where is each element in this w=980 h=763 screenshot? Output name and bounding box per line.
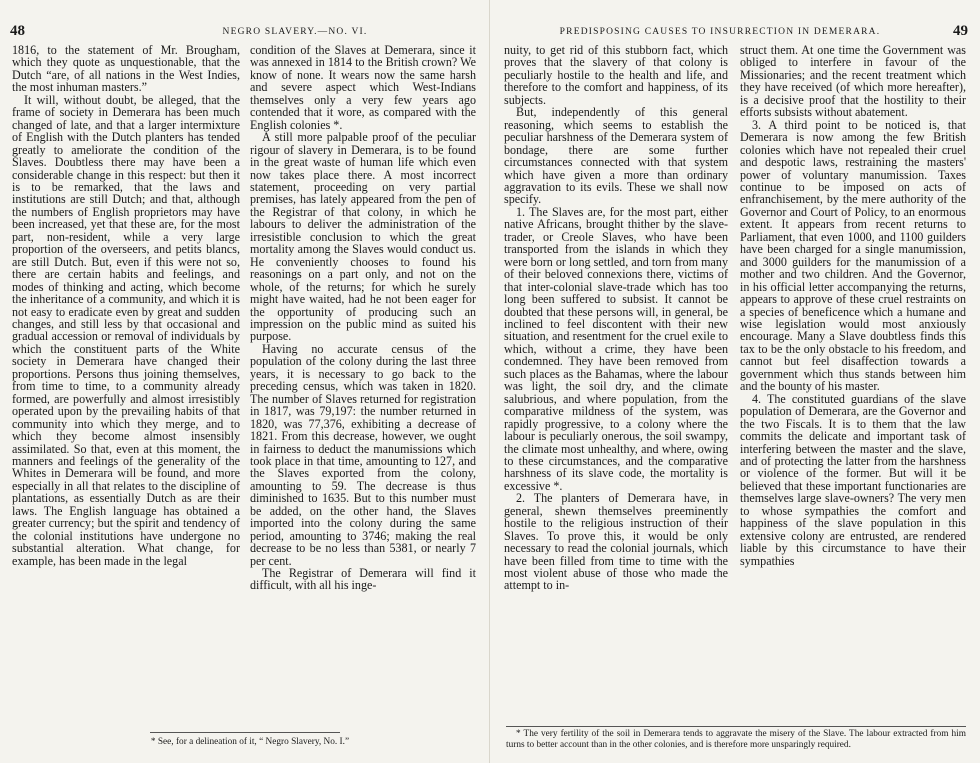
paragraph: But, independently of this general reasoning, which seems to establish the peculiar harshness of the Demerara system of bondage, there are some further circumstances connected with that system which have given a more than ordinary aggravation to its evils. These we shall now specify.	[504, 105, 728, 207]
footnote-rule	[506, 726, 966, 727]
text-column-2	[250, 44, 476, 592]
page-number: 49	[953, 23, 968, 39]
text-column-1	[12, 44, 240, 567]
footnote	[506, 729, 966, 750]
paragraph: 1. The Slaves are, for the most part, either native Africans, brought thither by the slave-trader, or Creole Slaves, who have been transported from the islands in which they were born or long settled, and torn from many of their beloved connexions there, victims of that inter-colonial slave-trade which has too long been suffered to subsist. It cannot be doubted that these persons will, in general, be inclined to feel discontent with their new situation, and resentment for the cruel exile to which, without a crime, they have been condemned. They have been removed from such places as the Bahamas, where the labour was light, the soil dry, and the climate salubrious, and where population, from the comparative mildness of the system, was rapidly progressive, to a colony where the labour is peculiarly onerous, the soil swampy, the climate most unhealthy, and where, owing to these circumstances, and the comparative harshness of its slave code, the mortality is excessive *.	[504, 204, 728, 493]
paragraph: The Registrar of Demerara will find it difficult, with all his inge-	[250, 566, 476, 593]
paragraph: struct them. At one time the Government was obliged to interfere in favour of the Missionaries; and the recent treatment which they have received (of which more hereafter), is a decisive proof that the hostility to their efforts subsists without abatement.	[740, 43, 966, 120]
text-column-1	[504, 44, 728, 592]
running-header: PREDISPOSING CAUSES TO INSURRECTION IN DEMERARA.	[559, 27, 881, 37]
paragraph: It will, without doubt, be alleged, that the frame of society in Demerara has been much changed of late, and that a larger intermixture of English with the Dutch planters has tended greatly to ameliorate the condition of the Slaves. Doubtless there may have been a considerable change in this respect: but then it is to be remarked, that the laws and institutions are still Dutch; and that, although the numbers of English proprietors may have been increased, yet that these are, for the most part, non-resident, while a very large proportion of the overseers, and petits blancs, are still Dutch. But, even if this were not so, there are certain habits and feelings, and modes of thinking and acting, which become the inheritance of a community, and which it is not easy to eradicate even by great and sudden changes, and still less by that occasional and gradual accession or removal of individuals by which the constituent parts of the White society in Demerara have changed their proportions. Persons thus joining themselves, from time to time, to a community already formed, are powerfully and almost irresistibly operated upon by the prevailing habits of that community into which they merge, and to which they become almost insensibly assimilated. So that, even at this moment, the manners and feelings of the generality of the Whites in Demerara will be found, and more especially in all that relates to the discipline of plantations, as essentially Dutch as are their laws. The English language has obtained a greater currency; but the spirit and tendency of the colonial institutions have undergone no substantial alteration. What change, for example, has been made in the legal	[12, 92, 240, 568]
paragraph: 2. The planters of Demerara have, in general, shewn themselves preeminently hostile to the religious instruction of their Slaves. To prove this, it would be only necessary to read the colonial journals, which have been filled from time to time with the most violent abuse of those who made the attempt to in-	[504, 491, 728, 593]
paragraph: condition of the Slaves at Demerara, since it was annexed in 1814 to the British crown? We know of none. It wears now the same harsh and severe aspect which West-Indians themselves only a very few years ago contended that it wore, as compared with the English colonies *.	[250, 43, 476, 132]
paragraph: 4. The constituted guardians of the slave population of Demerara, are the Governor and the two Fiscals. It is to them that the law commits the delicate and important task of interfering between the master and the slave, and of protecting the latter from the harshness or violence of the former. But will it be believed that these important functionaries are themselves large slave-owners? The very men to whose sympathies the comfort and happiness of the slave population in this extensive colony are entrusted, are rendered liable by this circumstance to have their sympathies	[740, 391, 966, 568]
right-page	[490, 0, 980, 763]
running-header: NEGRO SLAVERY.—NO. VI.	[222, 27, 368, 37]
paragraph: 1816, to the statement of Mr. Brougham, which they quote as unquestionable, that the Dutch “are, of all nations in the West Indies, the most inhuman masters.”	[12, 43, 240, 95]
page-number: 48	[10, 23, 25, 39]
paragraph: 3. A third point to be noticed is, that Demerara is now among the few British colonies which have not repealed their cruel and despotic laws, restraining the masters' power of voluntary manumission. Taxes continue to be imposed on acts of enfranchisement, by the mere authority of the Governor and Court of Policy, to an enormous extent. It appears from recent returns to Parliament, that even 1000, and 1100 guilders have been charged for a single manumission, and 3000 guilders for the manumission of a mother and two children. And the Governor, in his official letter accompanying the returns, appears to approve of these cruel restraints on a species of beneficence which a humane and wise legislation would most anxiously encourage. Many a Slave doubtless finds this tax to be the only obstacle to his freedom, and cannot but feel disaffection towards a government which thus stands between him and the bounty of his master.	[740, 117, 966, 394]
text-column-2	[740, 44, 966, 567]
footnote-rule	[150, 732, 340, 733]
paragraph: Having no accurate census of the population of the colony during the last three years, it is necessary to go back to the preceding census, which was taken in 1820. The number of Slaves returned for registration in 1817, was 79,197: the number returned in 1820, was 77,376, exhibiting a decrease of 1821. From this decrease, however, we ought in fairness to deduct the manumissions which took place in that time, amounting to 127, and the Slaves exported from the colony, amounting to 59. The decrease is thus diminished to 1635. But to this number must be added, on the other hand, the Slaves imported into the colony during the same period, amounting to 3746; making the real decrease to be no less than 5381, or nearly 7 per cent.	[250, 341, 476, 568]
footnote-text: * The very fertility of the soil in Demerara tends to aggravate the misery of the Slave. The labour extracted from him turns to better account than in the other colonies, and is therefore more unsparingly required.	[506, 729, 966, 750]
paragraph: A still more palpable proof of the peculiar rigour of slavery in Demerara, is to be found in the great waste of human life which even now takes place there. A most incorrect statement, proceeding on very partial premises, has lately appeared from the pen of the Registrar of that colony, in which he labours to deliver the administration of the irresistible conclusion to which the great mortality among the Slaves would conduct us. He conveniently chooses to found his reasonings on a part only, and not on the whole, of the returns; for which he surely might have waited, had he not been eager for the opportunity of producing such an impression on the public mind as suited his purpose.	[250, 130, 476, 344]
footnote	[100, 737, 400, 748]
footnote-text: * See, for a delineation of it, “ Negro Slavery, No. I.”	[150, 737, 350, 747]
paragraph: nuity, to get rid of this stubborn fact, which proves that the slavery of that colony is peculiarly hostile to the health and life, and therefore to the comfort and happiness, of its subjects.	[504, 43, 728, 107]
